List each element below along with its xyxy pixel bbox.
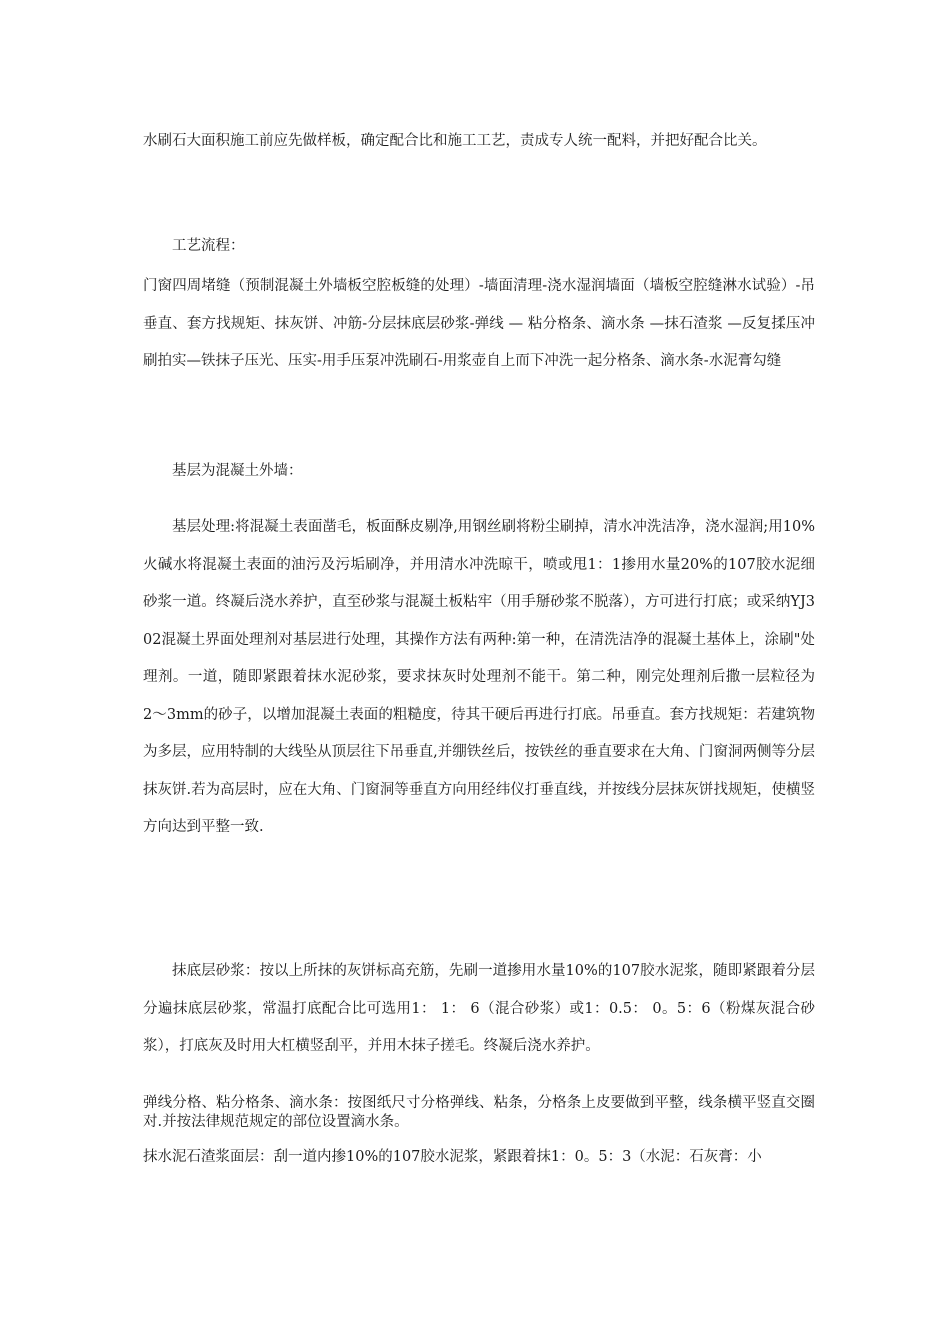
paragraph-stone-slurry: 抹水泥石渣浆面层：刮一道内掺10%的107胶水泥浆，紧跟着抹1：0。5：3（水泥：石灰膏：小 [143,1149,762,1165]
paragraph-intro: 水刷石大面积施工前应先做样板，确定配合比和施工工艺，责成专人统一配料，并把好配合比关。 [143,133,767,149]
paragraph-process-flow: 门窗四周堵缝（预制混凝土外墙板空腔板缝的处理）-墙面清理-浇水湿润墙面（墙板空腔缝淋水试验）-吊垂直、套方找规矩、抹灰饼、冲筋-分层抹底层砂浆-弹线 — 粘分格条、滴水条 —抹石渣浆 —反复揉压冲刷拍实—铁抹子压光、压实-用手压泵冲洗刷石-用浆壶自上而下冲洗一起分格条、滴水条-水泥膏勾缝 [143,278,815,369]
paragraph-base-mortar: 抹底层砂浆：按以上所抹的灰饼标高充筋，先刷一道掺用水量10%的107胶水泥浆，随即紧跟着分层分遍抹底层砂浆，常温打底配合比可选用1： 1： 6（混合砂浆）或1：0.5： 0。5：6（粉煤灰混合砂浆），打底灰及时用大杠横竖刮平，并用木抹子搓毛。终凝后浇水养护。 [143,963,815,1054]
heading-process-flow: 工艺流程： [172,238,245,254]
heading-concrete-wall: 基层为混凝土外墙： [172,463,303,479]
paragraph-line-division: 弹线分格、粘分格条、滴水条：按图纸尺寸分格弹线、粘条，分格条上皮要做到平整，线条横平竖直交圈对.并按法律规范规定的部位设置滴水条。 [143,1095,815,1130]
paragraph-base-treatment: 基层处理:将混凝土表面凿毛，板面酥皮剔净,用钢丝刷将粉尘刷掉，清水冲洗洁净，浇水湿润;用10%火碱水将混凝土表面的油污及污垢刷净，并用清水冲洗晾干，喷或甩1：1掺用水量20%的107胶水泥细砂浆一道。终凝后浇水养护，直至砂浆与混凝土板粘牢（用手掰砂浆不脱落），方可进行打底；或采纳YJ302混凝土界面处理剂对基层进行处理，其操作方法有两种:第一种，在清洗洁净的混凝土基体上，涂刷"处理剂。一道，随即紧跟着抹水泥砂浆，要求抹灰时处理剂不能干。第二种，刚完处理剂后撒一层粒径为2〜3mm的砂子，以增加混凝土表面的粗糙度，待其干硬后再进行打底。吊垂直。套方找规矩：若建筑物为多层，应用特制的大线坠从顶层往下吊垂直,并绷铁丝后，按铁丝的垂直要求在大角、门窗洞两侧等分层抹灰饼.若为高层时，应在大角、门窗洞等垂直方向用经纬仪打垂直线，并按线分层抹灰饼找规矩，使横竖方向达到平整一致. [143,519,815,835]
